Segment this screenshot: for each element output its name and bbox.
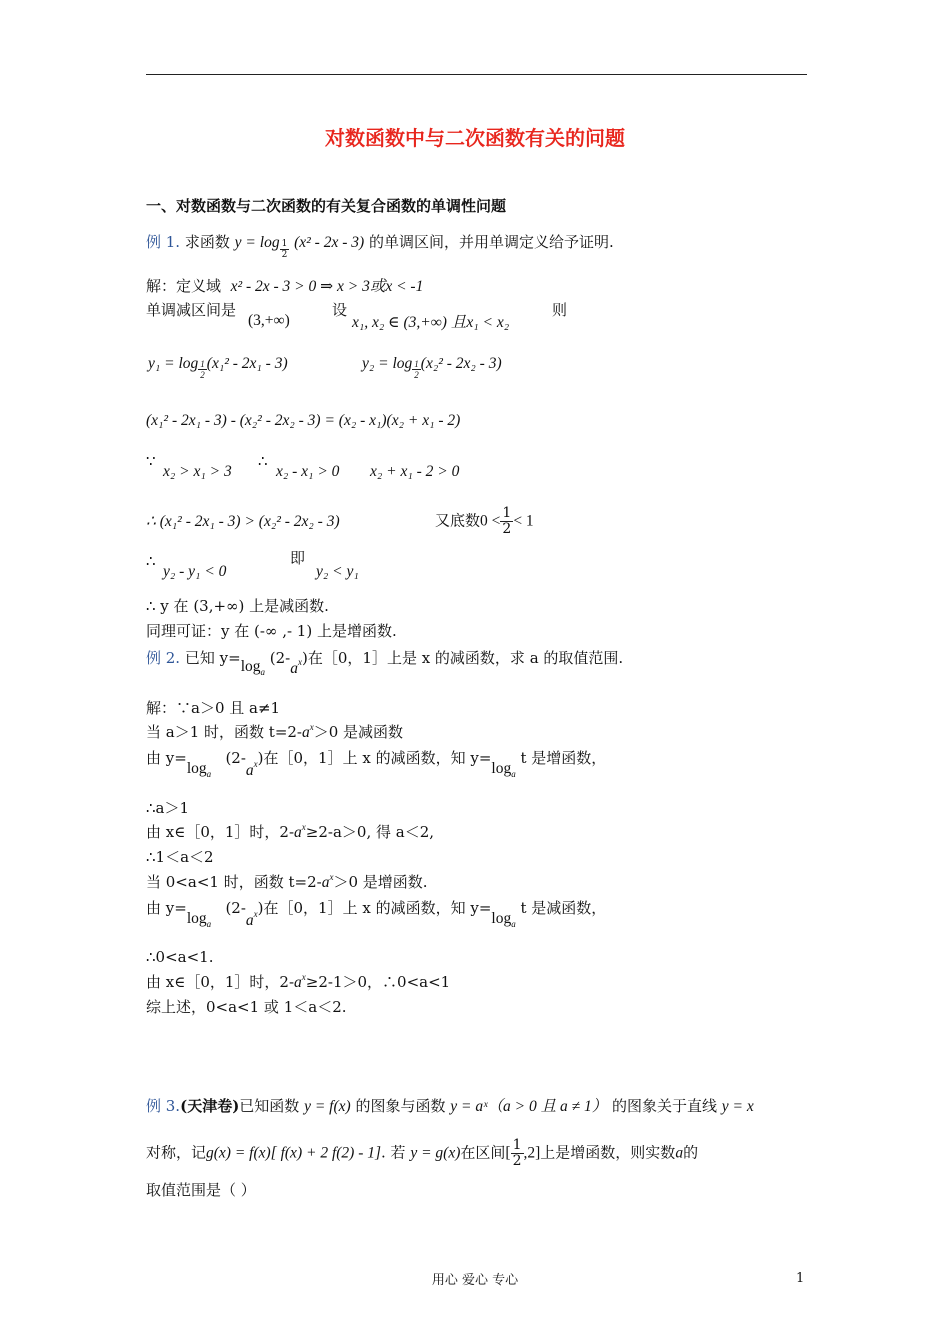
solution-2-line-1: 解：∵a＞0 且 a≠1: [146, 699, 281, 717]
section-heading: 一、对数函数与二次函数的有关复合函数的单调性问题: [146, 197, 507, 215]
page-title: 对数函数中与二次函数有关的问题: [325, 126, 625, 150]
y-comparison: y₂ < y₁: [316, 563, 359, 580]
example-1-formula: y = log: [234, 234, 280, 251]
then-word: 则: [552, 301, 568, 319]
example-2: 例 2. 已知 $y=\log_a$ (2-ax)在［0，1］上是 x 的减函数，求 a 的取值范围.: [146, 649, 624, 677]
therefore-symbol: ∴: [258, 452, 268, 470]
solution-2-line-6: ∴1＜a＜2: [146, 848, 214, 866]
because-symbol: ∵: [146, 452, 156, 470]
log-base-fraction: $\frac{1}{2}$: [281, 239, 288, 260]
solution-1-line-1: 解：定义域 x² - 2x - 3 > 0 ⇒ x > 3或x < -1: [146, 277, 424, 295]
example-1-label: 例 1.: [146, 233, 181, 251]
difference-positive: x₂ - x₁ > 0: [276, 463, 340, 480]
solution-2-line-5: 由 x∈［0，1］时，$2-a^x\ge 2-a>0$, 得 a＜2,: [146, 822, 435, 841]
solution-1-line-2: 单调减区间是: [146, 301, 237, 319]
y2-definition: y₂ = log $\frac{1}{2}$ (x₂² - 2x₂ - 3): [362, 355, 502, 380]
y-difference: y₂ - y₁ < 0: [163, 563, 227, 580]
solution-2-line-9: ∴0<a<1.: [146, 948, 214, 966]
solution-2-line-7: 当 0<a<1 时，函数 $t=2-a^x>0$ 是增函数.: [146, 872, 428, 891]
sum-positive: x₂ + x₁ - 2 > 0: [370, 463, 460, 480]
solution-2-line-10: 由 x∈［0，1］时，$2-a^x\ge 2-1>0$，∴0<a<1: [146, 972, 451, 991]
solution-2-summary: 综上述，0<a<1 或 1＜a＜2.: [146, 998, 347, 1016]
solution-2-line-3: 由 $y=\log_a$ $(2-a_x)$在［0，1］上 x 的减函数，知 $y=\log_a$ t 是增函数，: [146, 749, 607, 779]
difference-factorization: (x₁² - 2x₁ - 3) - (x₂² - 2x₂ - 3) = (x₂ - x₁)(x₂ + x₁ - 2): [146, 412, 461, 429]
therefore-symbol-2: ∴: [146, 552, 156, 570]
example-1-prompt: 求函数: [184, 233, 230, 251]
example-2-label: 例 2.: [146, 649, 181, 667]
example-3-line-3: 取值范围是（ ）: [146, 1181, 256, 1199]
example-3-label: 例 3.: [146, 1097, 181, 1115]
conclusion-increasing: 同理可证：y 在 (-∞ ,- 1) 上是增函数.: [146, 622, 397, 640]
solution-2-line-8: 由 $y=\log_a$ $(2-a_x)$在［0，1］上 x 的减函数，知 $y=\log_a$ t 是减函数，: [146, 899, 607, 929]
page-number: 1: [796, 1271, 805, 1286]
inequality-result: ∴ (x₁² - 2x₁ - 3) > (x₂² - 2x₂ - 3): [146, 513, 340, 530]
solution-2-line-2: 当 a＞1 时，函数 $t=2-a^x>0$ 是减函数: [146, 722, 404, 741]
solution-2-line-4: ∴a＞1: [146, 799, 190, 817]
header-rule: [146, 74, 807, 75]
example-1: [146, 232, 614, 260]
conclusion-decreasing: ∴ y 在 (3,+∞) 上是减函数.: [146, 597, 329, 615]
namely-word: 即: [290, 549, 306, 567]
example-3-line-2: 对称，记g(x) = f(x)[ f(x) + 2 f(2) - 1]. 若 y = g(x)在区间[ $\frac{1}{2}$ ,2]上是增函数，则实数a的: [146, 1137, 699, 1169]
y1-definition: y₁ = log $\frac{1}{2}$ (x₁² - 2x₁ - 3): [148, 355, 288, 380]
let-word: 设: [332, 301, 348, 319]
example-3-line-1: 例 3.(天津卷)已知函数 y = f(x) 的图象与函数 y = aˣ（a > 0 且 a ≠ 1） 的图象关于直线 y = x: [146, 1097, 754, 1115]
x-ordering: x₂ > x₁ > 3: [163, 463, 232, 480]
example-1-arg: (x² - 2x - 3): [294, 234, 365, 251]
decreasing-interval: (3,+∞): [248, 312, 290, 329]
example-1-request: 的单调区间，并用单调定义给予证明.: [368, 233, 614, 251]
footer-motto: 用心 爱心 专心: [431, 1273, 519, 1288]
x1-x2-condition: x₁, x₂ ∈ (3,+∞) 且x₁ < x₂: [352, 314, 510, 331]
base-note: 又底数0 < $\frac{1}{2}$ < 1: [435, 505, 534, 537]
